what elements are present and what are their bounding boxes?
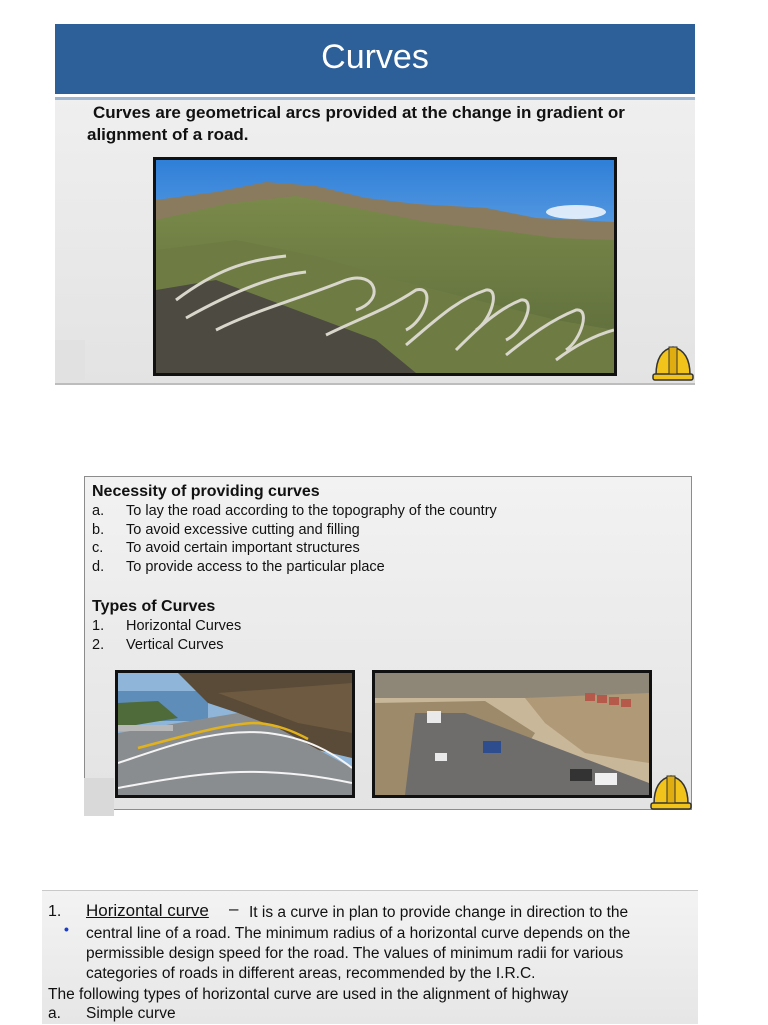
item-marker: a. xyxy=(48,1005,61,1022)
list-text: To lay the road according to the topography of the country xyxy=(126,503,497,519)
hard-hat-icon xyxy=(652,341,694,383)
corner-shade xyxy=(84,778,114,816)
slide-title: Curves xyxy=(55,24,695,97)
annotation-mark: • xyxy=(64,921,69,937)
slide-necessity-and-types xyxy=(84,476,692,810)
paragraph-line-3: permissible design speed for the road. The values of minimum radii for various xyxy=(86,945,624,962)
paragraph-line-2: central line of a road. The minimum radius of a horizontal curve depends on the xyxy=(86,925,631,942)
mountain-road-photo xyxy=(153,157,617,376)
list-marker: 1. xyxy=(92,618,105,634)
horizontal-curve-photo xyxy=(115,670,355,798)
slide-horizontal-curve xyxy=(42,890,698,1024)
paragraph-line-1: It is a curve in plan to provide change in direction to the xyxy=(249,904,629,921)
intro-line-1: Curves are geometrical arcs provided at the change in gradient or xyxy=(93,103,625,122)
list-text: To avoid certain important structures xyxy=(126,540,360,556)
paragraph-line-4: categories of roads in different areas, recommended by the I.R.C. xyxy=(86,965,536,982)
intro-text xyxy=(87,102,673,146)
necessity-heading: Necessity of providing curves xyxy=(92,483,320,500)
section-number: 1. xyxy=(48,903,62,920)
list-marker: c. xyxy=(92,540,104,556)
types-heading: Types of Curves xyxy=(92,598,216,615)
highway-photo xyxy=(372,670,652,798)
list-text: To avoid excessive cutting and filling xyxy=(126,521,360,538)
list-marker: d. xyxy=(92,558,105,575)
list-marker: 2. xyxy=(92,636,105,653)
section-title: Horizontal curve xyxy=(86,901,209,920)
list-marker: a. xyxy=(92,503,105,519)
list-marker: b. xyxy=(92,521,105,538)
list-text: To provide access to the particular place xyxy=(126,558,385,575)
intro-line-2: alignment of a road. xyxy=(87,125,249,144)
item-text: Simple curve xyxy=(86,1005,176,1022)
title-dash: – xyxy=(229,899,239,918)
slide-curves-intro xyxy=(55,24,695,385)
corner-shade xyxy=(55,340,85,380)
hard-hat-icon xyxy=(650,770,692,812)
list-text: Vertical Curves xyxy=(126,636,224,653)
list-text: Horizontal Curves xyxy=(126,618,242,634)
paragraph-line-5: The following types of horizontal curve are used in the alignment of highway xyxy=(48,986,569,1003)
